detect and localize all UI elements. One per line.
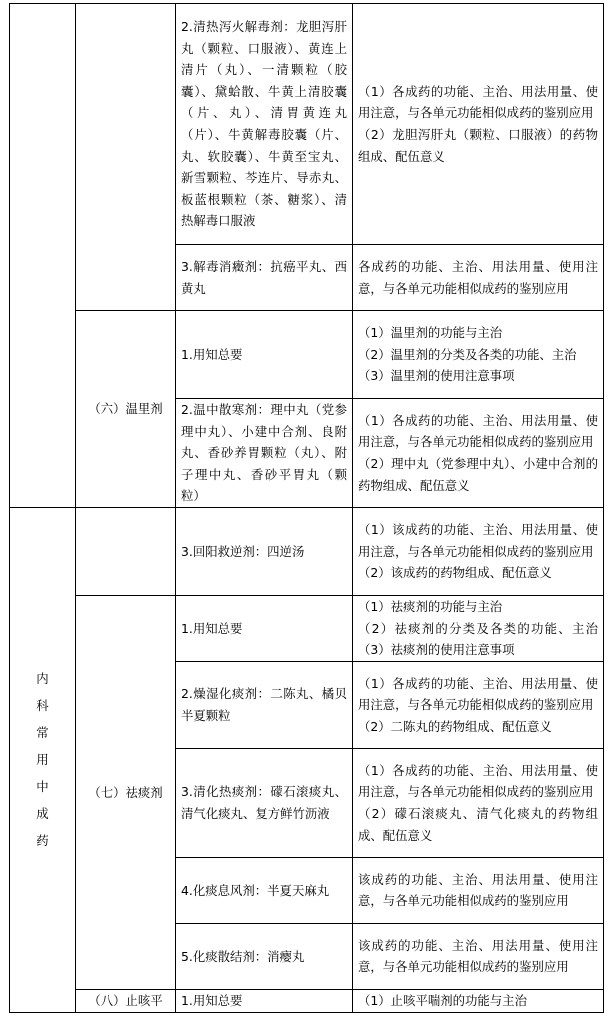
requirements-cell bbox=[353, 923, 604, 989]
subtopic-cell: 3.回阳救逆剂：四逆汤 bbox=[176, 507, 353, 595]
table-row bbox=[10, 4, 604, 245]
subtopic-cell: 2.温中散寒剂：理中丸（党参理中丸）、小建中合剂、良附丸、香砂养胃颗粒（丸）、附子理中丸、香砂平胃丸（颗粒） bbox=[176, 399, 353, 508]
subtopic-cell: 2.燥湿化痰剂：二陈丸、橘贝半夏颗粒 bbox=[176, 661, 353, 748]
category-cell: （七）祛痰剂 bbox=[76, 595, 176, 989]
requirement-item: （3）温里剂的使用注意事项 bbox=[358, 368, 515, 384]
subtopic-cell: 1.用知总要 bbox=[176, 311, 353, 399]
subtopic-cell: 3.清化热痰剂：礞石滚痰丸、清气化痰丸、复方鲜竹沥液 bbox=[176, 748, 353, 857]
requirements-cell bbox=[353, 4, 604, 245]
syllabus-table-wrapper bbox=[9, 3, 604, 1013]
requirements-cell bbox=[353, 245, 604, 311]
requirement-item: （2）理中丸（党参理中丸）、小建中合剂的药物组成、配伍意义 bbox=[358, 455, 598, 493]
subtopic-cell: 4.化痰息风剂：半夏天麻丸 bbox=[176, 857, 353, 923]
subtopic-cell: 5.化痰散结剂：消瘿丸 bbox=[176, 923, 353, 989]
requirement-item: （1）各成药的功能、主治、用法用量、使用注意，与各单元功能相似成药的鉴别应用 bbox=[358, 83, 598, 121]
subtopic-cell: 1.用知总要 bbox=[176, 989, 353, 1012]
requirement-item: （1）该成药的功能、主治、用法用量、使用注意，与各单元功能相似成药的鉴别应用 bbox=[358, 522, 598, 559]
category-cell: （六）温里剂 bbox=[76, 311, 176, 508]
requirements-cell bbox=[353, 748, 604, 857]
section-label: 内科常用中成药 bbox=[36, 671, 49, 849]
requirements-cell bbox=[353, 507, 604, 595]
requirement-item: （1）止咳平喘剂的功能与主治 bbox=[358, 993, 527, 1009]
requirements-cell bbox=[353, 311, 604, 399]
requirements-cell bbox=[353, 857, 604, 923]
requirement-item: （2）该成药的药物组成、配伍意义 bbox=[358, 565, 552, 581]
requirement-item: （2）礞石滚痰丸、清气化痰丸的药物组成、配伍意义 bbox=[358, 805, 598, 843]
category-cell-continued bbox=[76, 507, 176, 595]
section-cell-top bbox=[10, 4, 76, 508]
requirement-item: （1）各成药的功能、主治、用法用量、使用注意，与各单元功能相似成药的鉴别应用 bbox=[358, 762, 598, 800]
requirement-item: （1）祛痰剂的功能与主治 bbox=[358, 599, 503, 615]
requirements-cell bbox=[353, 661, 604, 748]
requirement-item: （1）温里剂的功能与主治 bbox=[358, 325, 503, 341]
requirement-item: 该成药的功能、主治、用法用量、使用注意，与各单元功能相似成药的鉴别应用 bbox=[358, 937, 598, 975]
requirement-item: 各成药的功能、主治、用法用量、使用注意，与各单元功能相似成药的鉴别应用 bbox=[358, 258, 598, 296]
requirement-item: 该成药的功能、主治、用法用量、使用注意，与各单元功能相似成药的鉴别应用 bbox=[358, 871, 598, 909]
requirement-item: （2）二陈丸的药物组成、配伍意义 bbox=[358, 718, 552, 734]
table-row bbox=[10, 311, 604, 399]
subtopic-cell: 3.解毒消癥剂：抗癌平丸、西黄丸 bbox=[176, 245, 353, 311]
syllabus-table bbox=[9, 3, 604, 1013]
requirement-item: （1）各成药的功能、主治、用法用量、使用注意，与各单元功能相似成药的鉴别应用 bbox=[358, 412, 598, 450]
category-cell-continued bbox=[76, 4, 176, 311]
requirements-cell bbox=[353, 989, 604, 1012]
subtopic-cell: 1.用知总要 bbox=[176, 595, 353, 661]
section-cell bbox=[10, 507, 76, 1012]
requirements-cell bbox=[353, 399, 604, 508]
table-row bbox=[10, 989, 604, 1012]
subtopic-cell: 2.清热泻火解毒剂：龙胆泻肝丸（颗粒、口服液）、黄连上清片（丸）、一清颗粒（胶囊）、黛蛤散、牛黄上清胶囊（片、丸）、清胃黄连丸（片）、牛黄解毒胶囊（片、丸、软胶囊）、牛黄至宝丸、新雪颗粒、芩连片、导赤丸、板蓝根颗粒（茶、糖浆）、清热解毒口服液 bbox=[176, 4, 353, 245]
requirement-item: （1）各成药的功能、主治、用法用量、使用注意，与各单元功能相似成药的鉴别应用 bbox=[358, 675, 598, 713]
requirement-item: （2）龙胆泻肝丸（颗粒、口服液）的药物组成、配伍意义 bbox=[358, 127, 598, 164]
table-row bbox=[10, 595, 604, 661]
table-row bbox=[10, 507, 604, 595]
requirement-item: （2）祛痰剂的分类及各类的功能、主治（3）祛痰剂的使用注意事项 bbox=[358, 620, 598, 658]
requirement-item: （2）温里剂的分类及各类的功能、主治 bbox=[358, 346, 577, 362]
category-cell: （八）止咳平 bbox=[76, 989, 176, 1012]
requirements-cell bbox=[353, 595, 604, 661]
